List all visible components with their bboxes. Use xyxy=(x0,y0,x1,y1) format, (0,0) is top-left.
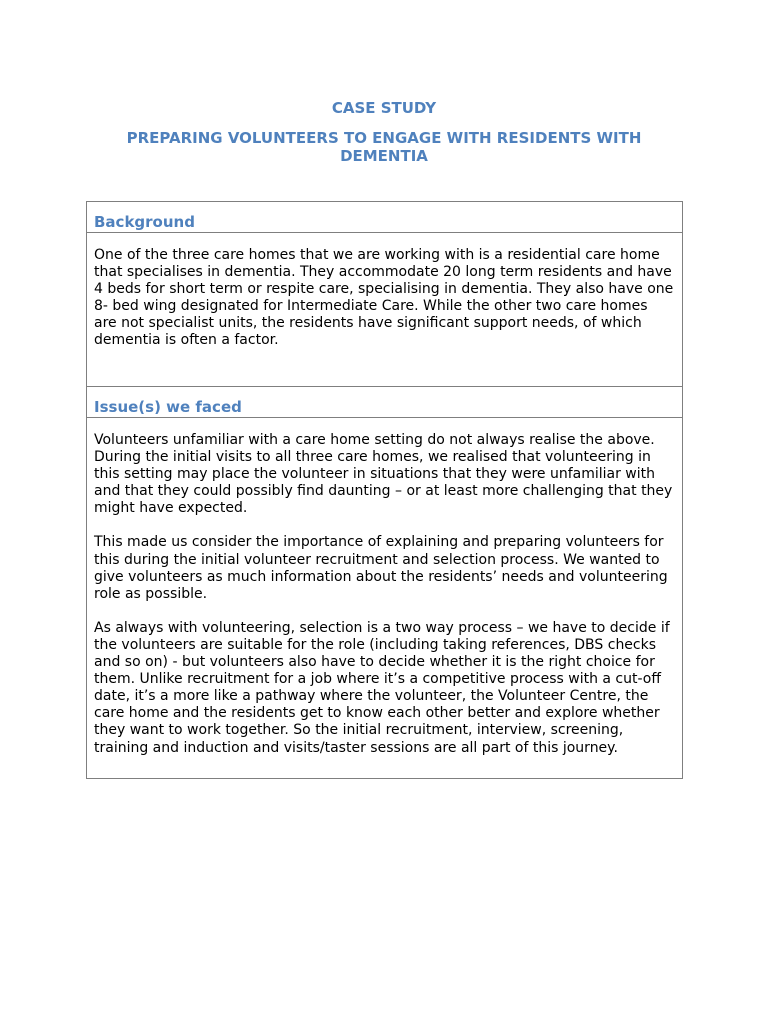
case-study-table xyxy=(86,201,683,779)
background-section xyxy=(87,233,682,387)
background-heading: Background xyxy=(87,202,682,233)
document-title: PREPARING VOLUNTEERS TO ENGAGE WITH RESIDENTS WITH DEMENTIA xyxy=(126,129,642,165)
issues-paragraph-2: This made us consider the importance of explaining and preparing volunteers for this during the initial volunteer recruitment and selection process. We wanted to give volunteers as much information about the residents’ needs and volunteering role as possible. xyxy=(94,534,668,602)
issues-heading: Issue(s) we faced xyxy=(87,387,682,418)
case-study-label: CASE STUDY xyxy=(331,99,437,117)
issues-section xyxy=(87,418,682,778)
background-paragraph: One of the three care homes that we are working with is a residential care home that specialises in dementia. They accommodate 20 long term residents and have 4 beds for short term or respite care, specialising in dementia. They also have one 8- bed wing designated for Intermediate Care. While the other two care homes are not specialist units, the residents have significant support needs, of which dementia is often a factor. xyxy=(94,247,674,349)
issues-paragraph-1: Volunteers unfamiliar with a care home setting do not always realise the above. During the initial visits to all three care homes, we realised that volunteering in this setting may place the volunteer in situations that they were unfamiliar with and that they could possibly find daunting – or at least more challenging that they might have expected. xyxy=(94,432,673,517)
issues-paragraph-3: As always with volunteering, selection is a two way process – we have to decide if the volunteers are suitable for the role (including taking references, DBS checks and so on) - but volunteers also have to decide whether it is the right choice for them. Unlike recruitment for a job where it’s a competitive process with a cut-off date, it’s a more like a pathway where the volunteer, the Volunteer Centre, the care home and the residents get to know each other better and explore whether they want to work together. So the initial recruitment, interview, screening, training and induction and visits/taster sessions are all part of this journey. xyxy=(94,619,670,756)
